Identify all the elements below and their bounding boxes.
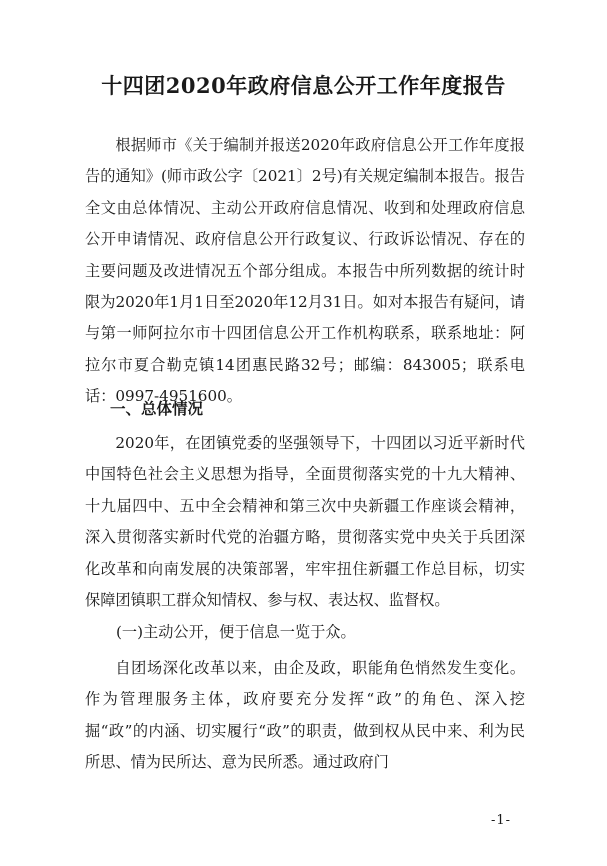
active-disclosure-paragraph: 自团场深化改革以来，由企及政，职能角色悄然发生变化。作为管理服务主体，政府要充分发挥“政”的角色、深入挖掘“政”的内涵、切实履行“政”的职责，做到权从民中来、利为民所思、情为民所达、意为民所悉。通过政府门 — [85, 659, 525, 772]
page-number: -1- — [490, 813, 511, 828]
document-title: 十四团2020年政府信息公开工作年度报告 — [101, 73, 506, 98]
subsection-heading-active-disclosure: (一)主动公开，便于信息一览于众。 — [116, 623, 356, 641]
section-heading-overview: 一、总体情况 — [110, 400, 204, 418]
overview-paragraph: 2020年，在团镇党委的坚强领导下，十四团以习近平新时代中国特色社会主义思想为指导，全面贯彻落实党的十九大精神、十九届四中、五中全会精神和第三次中央新疆工作座谈会精神，深入贯彻落实新时代党的治疆方略，贯彻落实党中央关于兵团深化改革和向南发展的决策部署，牢牢扭住新疆工作总目标，切实保障团镇职工群众知情权、参与权、表达权、监督权。 — [85, 434, 525, 610]
intro-paragraph: 根据师市《关于编制并报送2020年政府信息公开工作年度报告的通知》(师市政公字〔2021〕2号)有关规定编制本报告。报告全文由总体情况、主动公开政府信息情况、收到和处理政府信息公开申请情况、政府信息公开行政复议、行政诉讼情况、存在的主要问题及改进情况五个部分组成。本报告中所列数据的统计时限为2020年1月1日至2020年12月31日。如对本报告有疑问，请与第一师阿拉尔市十四团信息公开工作机构联系，联系地址：阿拉尔市夏合勒克镇14团惠民路32号；邮编：843005；联系电话：0997-4951600。 — [85, 136, 525, 406]
